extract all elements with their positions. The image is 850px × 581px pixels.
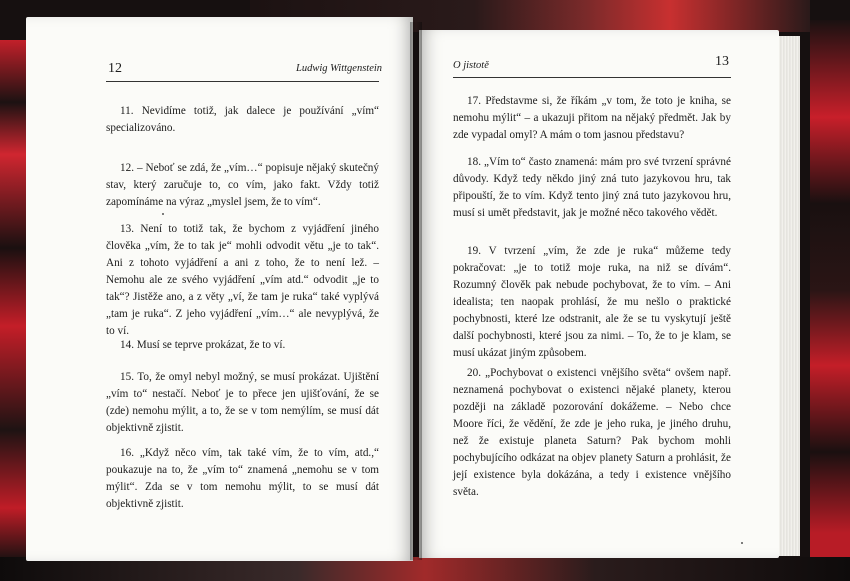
paragraph-18: 18. „Vím to“ často znamená: mám pro své tvrzení správné důvody. Když tedy někdo jiný zná tuto jazykovou hru, tak připouští, že to vím. Když tento jiný zná tuto jazykovou hru, musí si umět představit, jak je možné něco takového vědět. [453, 156, 731, 219]
left-page [26, 17, 413, 561]
book-gutter [410, 22, 422, 560]
left-header-rule [106, 81, 379, 82]
paragraph-14: 14. Musí se teprve prokázat, že to ví. [120, 339, 286, 351]
paragraph-15: 15. To, že omyl nebyl možný, se musí prokázat. Ujištění „vím to“ nestačí. Neboť je to přece jen ujišťování, že se (zde) nemohu mýlit, a to, že se v tom nemýlím, se musí dát objektivně zjistit. [106, 371, 379, 434]
paragraph-16: 16. „Když něco vím, tak také vím, že to vím, atd.,“ poukazuje na to, že „vím to“ znamená „nemohu se v tom mýlit“. Zda se v tom nemohu mýlit, to se musí dát objektivně zjistit. [106, 447, 379, 510]
left-running-head: Ludwig Wittgenstein [296, 63, 383, 74]
paragraph-19: 19. V tvrzení „vím, že zde je ruka“ můžeme tedy pokračovat: „je to totiž moje ruka, na niž se dívám“. Rozumný člověk pak nebude pochybovat, že to vím. – Ani idealista; ten naopak prohlásí, že mu nešlo o praktické pochybnosti, které lze odstranit, ale že se tu vyskytují ještě další pochybnosti, které jsou za nimi. – To, že to je klam, se musí ukázat jiným způsobem. [453, 245, 731, 359]
right-running-head: O jistotě [453, 60, 489, 71]
paragraph-20: 20. „Pochybovat o existenci vnějšího světa“ ovšem např. neznamená pochybovat o existenci nějaké planety, kterou později na základě pozorování dokážeme. – Nebo chce Moore říci, že vědění, že zde je jeho ruka, je jiného druhu, než že existuje planeta Saturn? Pak bychom mohli pochybujícího odkázat na objev planety Saturn a prohlásit, že její existence byla dokázána, a tedy i existence vnějšího světa. [453, 367, 731, 498]
left-page-number: 12 [108, 61, 122, 76]
speck [162, 213, 164, 215]
paragraph-12: 12. – Neboť se zdá, že „vím…“ popisuje nějaký skutečný stav, který zaručuje to, co vím, jako fakt. Vždy totiž zapomínáme na výraz „myslel jsem, že to vím“. [106, 162, 379, 208]
cover-edge-right [810, 20, 850, 560]
right-header-rule [453, 77, 731, 78]
right-page [419, 30, 779, 558]
right-page-number: 13 [715, 54, 729, 69]
paragraph-13: 13. Není to totiž tak, že bychom z vyjádření jiného člověka „vím, že to tak je“ mohli odvodit větu „je to tak“. Ani z tohoto vyjádření a ani z toho, že to není lež. – Nemohu ale ze svého vyjádření „vím atd.“ odvodit „je to tak“? Jistěže ano, a z věty „ví, že tam je ruka“ také vyplývá „tam je ruka“. Z jeho vyjádření „vím…“ ale nevyplývá, že to ví. [106, 223, 379, 337]
paragraph-11: 11. Nevidíme totiž, jak dalece je používání „vím“ specializováno. [106, 105, 379, 134]
page-block-edges [778, 36, 800, 556]
paragraph-17: 17. Představme si, že říkám „v tom, že toto je kniha, se nemohu mýlit“ – a ukazuji přitom na nějaký předmět. Jak by zde vypadal omyl? A mám o tom jasnou představu? [453, 95, 731, 141]
speck [741, 542, 743, 544]
